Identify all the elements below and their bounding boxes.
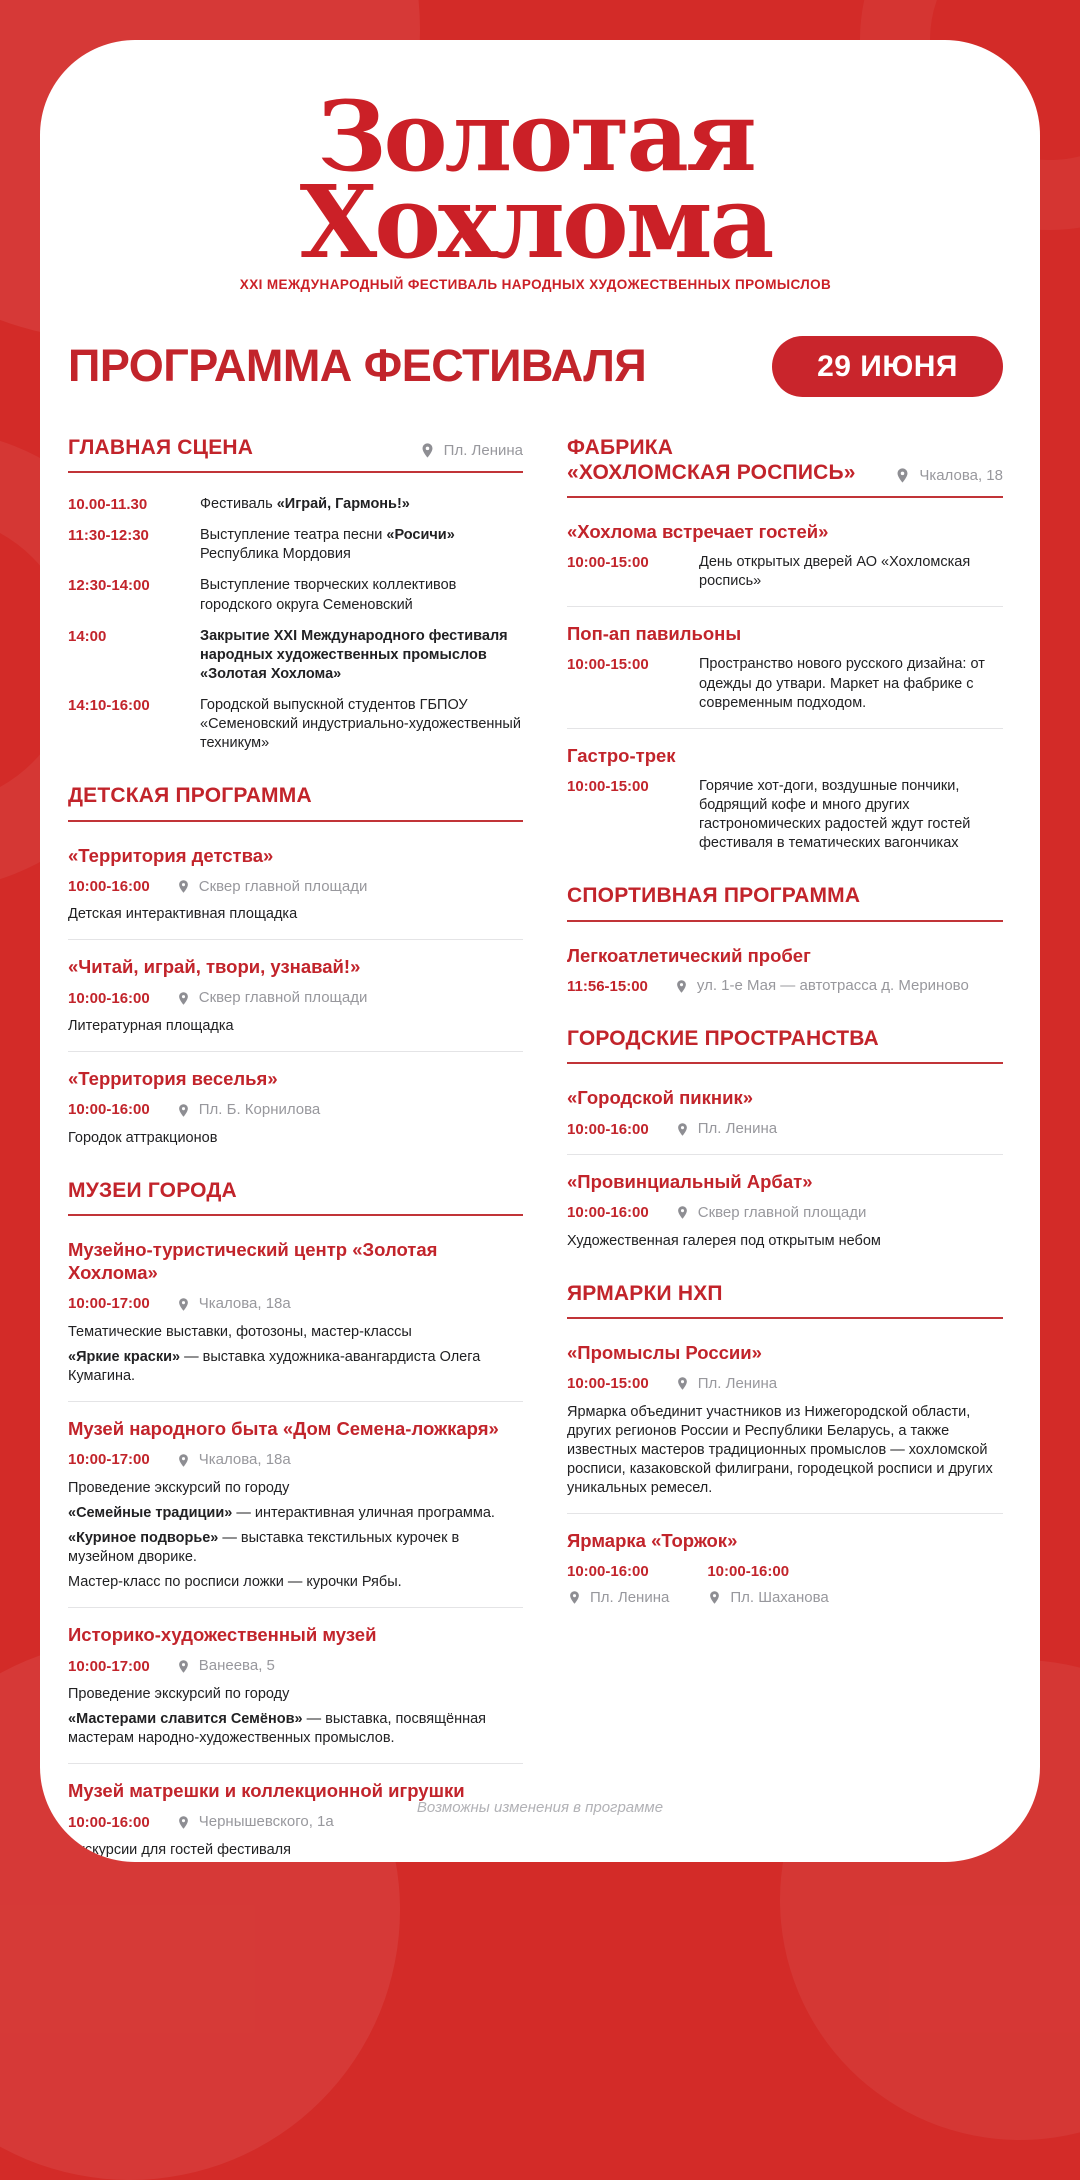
event-block [68,1067,523,1148]
location-text: Ванеева, 5 [198,1657,275,1675]
section-sport [567,883,1003,996]
event-title: «Промыслы России» [567,1341,762,1363]
event-desc: Экскурсии для гостей фестиваля [68,1842,291,1859]
divider [68,1051,523,1052]
location-pin-icon [176,1297,191,1312]
event-time: 10:00-15:00 [567,656,649,674]
event-time: 10:00-16:00 [68,877,150,895]
event-meta [68,877,523,897]
location-pin-icon [419,442,436,459]
event-block [567,1529,1003,1607]
location-pin-icon [176,1453,191,1468]
event-desc: Закрытие XXI Международного фестиваля народных художественных промыслов «Золотая Хохлома» [200,627,508,682]
event-location [176,1657,275,1675]
event-desc: Выступление творческих коллективов городского округа Семеновский [200,577,457,613]
event-time: 10.00-11.30 [68,495,148,513]
section-museums [68,1178,523,1860]
program-card [40,40,1040,1862]
event-time: 10:00-15:00 [567,777,649,795]
location-pin-icon [567,1590,582,1605]
event-title: Ярмарка «Торжок» [567,1530,738,1552]
schedule-row [68,495,523,515]
section-header [68,1178,523,1216]
event-desc: «Яркие краски» — выставка художника-авангардиста Олега Кумагина. [68,1348,481,1385]
event-time: 10:00-16:00 [68,1101,150,1119]
event-block [567,1170,1003,1251]
section-title: ГОРОДСКИЕ ПРОСТРАНСТВА [567,1027,879,1051]
event-location [675,1120,777,1138]
event-location [675,1375,777,1393]
location-text: Пл. Ленина [443,441,523,459]
event-meta [567,1374,1003,1394]
event-block [567,520,1003,591]
event-title: Легкоатлетический пробег [567,944,811,966]
event-block [68,955,523,1036]
event-location [176,1451,291,1469]
section-location [894,467,1003,485]
section-title: ЯРМАРКИ НХП [567,1281,723,1305]
event-desc: Выступление театра песни «Росичи» Республика Мордовия [200,527,455,563]
event-desc: Фестиваль «Играй, Гармонь!» [200,495,410,512]
museum-block [68,1238,523,1386]
event-meta [68,1450,523,1470]
section-main-stage [68,435,523,754]
location-text: Пл. Ленина [590,1588,670,1606]
event-desc: День открытых дверей АО «Хохломская роспись» [699,554,971,590]
section-header [567,435,1003,498]
location-text: Чернышевского, 1а [198,1813,334,1831]
event-time: 10:00-16:00 [68,1813,150,1831]
event-meta [567,1120,1003,1140]
event-block [567,1086,1003,1139]
location-text: Сквер главной площади [198,989,368,1007]
event-desc: Ярмарка объединит участников из Нижегородской области, других регионов России и Республики Беларусь, а также известных мастеров традиционных промыслов — хохломской росписи, казаковской филиграни, городецкой росписи и других уникальных ремесел. [567,1403,993,1497]
event-desc: Городской выпускной студентов ГБПОУ «Семеновский индустриально-художественный техникум» [200,697,521,752]
event-title: «Хохлома встречает гостей» [567,520,829,542]
location-pin-icon [176,1815,191,1830]
event-time: 14:10-16:00 [68,697,150,715]
event-meta [567,1203,1003,1223]
section-fairs [567,1281,1003,1607]
event-time: 10:00-16:00 [707,1563,790,1581]
section-city-spaces [567,1026,1003,1251]
event-desc: «Куриное подворье» — выставка текстильных курочек в музейном дворике. [68,1530,460,1566]
event-location [176,989,368,1007]
location-text: Чкалова, 18а [198,1295,291,1313]
location-text: Пл. Шаханова [730,1588,829,1606]
event-title: Музей народного быта «Дом Семена-ложкаря» [68,1418,499,1440]
section-factory [567,435,1003,854]
right-column [567,435,1003,1862]
location-text: Сквер главной площади [198,877,368,895]
event-desc: Городок аттракционов [68,1129,218,1146]
location-pin-icon [675,1205,690,1220]
event-time: 10:00-15:00 [567,1375,649,1393]
date-badge: 29 ИЮНЯ [772,336,1003,397]
event-desc: Детская интерактивная площадка [68,906,298,923]
event-meta [567,977,1003,997]
event-title: Историко-художественный музей [68,1624,377,1646]
event-time: 11:30-12:30 [68,527,149,545]
divider [567,606,1003,607]
event-location [176,878,368,896]
divider [567,1513,1003,1514]
schedule-row [68,576,523,614]
event-location [675,1204,867,1222]
event-location [567,1589,669,1607]
event-time: 14:00 [68,627,107,645]
footer-note: Возможны изменения в программе [416,1799,664,1816]
event-title: Музейно-туристический центр «Золотая Хохлома» [68,1239,438,1284]
event-time: 10:00-16:00 [567,1204,649,1222]
fair-slots [567,1562,1003,1607]
section-title: ФАБРИКА «ХОХЛОМСКАЯ РОСПИСЬ» [567,435,856,484]
event-desc: Проведение экскурсий по городу [68,1479,290,1496]
event-time: 10:00-17:00 [68,1451,150,1469]
event-desc: Тематические выставки, фотозоны, мастер-классы [68,1323,412,1340]
location-text: Чкалова, 18 [919,466,1003,484]
schedule-row [68,696,523,753]
section-header [68,783,523,821]
event-time: 10:00-17:00 [68,1657,150,1675]
program-columns [68,435,1003,1862]
section-title: ДЕТСКАЯ ПРОГРАММА [68,784,312,808]
event-meta [68,1100,523,1120]
museum-block [68,1779,523,1860]
location-pin-icon [707,1590,722,1605]
event-meta [68,1657,523,1677]
event-time: 10:00-17:00 [68,1295,150,1313]
festival-logo [216,80,856,292]
event-time: 10:00-16:00 [567,1120,649,1138]
event-title: Гастро-трек [567,744,676,766]
left-column [68,435,523,1862]
event-block [567,944,1003,997]
location-pin-icon [176,1659,191,1674]
museum-block [68,1623,523,1748]
event-location [707,1589,828,1607]
event-desc: Мастер-класс по росписи ложки — курочки Рябы. [68,1574,402,1591]
fair-slot [707,1562,828,1607]
event-location [674,977,969,995]
section-header [68,435,523,473]
schedule-row [567,553,1003,591]
section-title: ГЛАВНАЯ СЦЕНА [68,435,254,459]
event-block [567,1341,1003,1498]
location-pin-icon [176,879,191,894]
event-time: 10:00-16:00 [567,1563,649,1581]
location-pin-icon [894,467,911,484]
event-title: «Территория веселья» [68,1068,278,1090]
event-meta [68,989,523,1009]
location-pin-icon [176,1103,191,1118]
section-title: СПОРТИВНАЯ ПРОГРАММА [567,884,861,908]
event-location [176,1295,291,1313]
section-title: МУЗЕИ ГОРОДА [68,1178,237,1202]
divider [68,939,523,940]
museum-block [68,1417,523,1592]
section-header [567,883,1003,921]
section-header [567,1026,1003,1064]
event-time: 11:56-15:00 [567,977,648,995]
event-desc: «Мастерами славится Семёнов» — выставка, посвящённая мастерам народно-художественных промыслов. [68,1711,487,1747]
event-desc: «Семейные традиции» — интерактивная уличная программа. [68,1504,495,1521]
location-pin-icon [675,1376,690,1391]
event-desc: Горячие хот-доги, воздушные пончики, бодрящий кофе и много других гастрономических радостей ждут гостей фестиваля в тематических вагончиках [699,777,971,852]
location-pin-icon [674,979,689,994]
section-header [567,1281,1003,1319]
location-text: Пл. Б. Корнилова [198,1101,321,1119]
event-meta [68,1294,523,1314]
location-text: Пл. Ленина [697,1120,778,1138]
divider [68,1607,523,1608]
event-desc: Проведение экскурсий по городу [68,1686,290,1703]
event-title: «Провинциальный Арбат» [567,1171,813,1193]
divider [567,1154,1003,1155]
divider [567,728,1003,729]
event-location [176,1813,334,1831]
logo-word-khokhloma: Хохлома [299,162,772,281]
event-title: «Территория детства» [68,844,274,866]
logo-subtitle: XXI МЕЖДУНАРОДНЫЙ ФЕСТИВАЛЬ НАРОДНЫХ ХУДОЖЕСТВЕННЫХ ПРОМЫСЛОВ [239,276,832,292]
location-text: Пл. Ленина [697,1374,778,1392]
event-title: «Городской пикник» [567,1087,754,1109]
logo-word-zolotaya: Золотая [317,80,754,193]
location-pin-icon [675,1122,690,1137]
event-location [176,1101,321,1119]
schedule-row [68,526,523,564]
schedule-row [567,777,1003,854]
event-title: Музей матрешки и коллекционной игрушки [68,1780,465,1802]
page-title: ПРОГРАММА ФЕСТИВАЛЯ [68,340,647,392]
divider [68,1401,523,1402]
location-text: Чкалова, 18а [198,1451,291,1469]
location-text: Сквер главной площади [697,1203,867,1221]
schedule-row [68,627,523,684]
location-text: ул. 1-е Мая — автотрасса д. Мериново [696,977,969,995]
section-kids-program [68,783,523,1147]
schedule-row [567,655,1003,712]
event-time: 10:00-15:00 [567,554,649,572]
event-block [567,622,1003,713]
event-time: 10:00-16:00 [68,989,150,1007]
section-location [419,442,523,460]
event-desc: Художественная галерея под открытым небом [567,1232,881,1249]
event-desc: Пространство нового русского дизайна: от одежды до утвари. Маркет на фабрике с современным подходом. [699,656,985,711]
event-desc: Литературная площадка [68,1018,234,1035]
event-title: «Читай, играй, твори, узнавай!» [68,956,361,978]
location-pin-icon [176,991,191,1006]
event-title: Поп-ап павильоны [567,623,742,645]
title-row [68,336,1003,397]
event-block [68,844,523,925]
event-block [567,744,1003,854]
divider [68,1763,523,1764]
fair-slot [567,1562,669,1607]
event-time: 12:30-14:00 [68,577,150,595]
